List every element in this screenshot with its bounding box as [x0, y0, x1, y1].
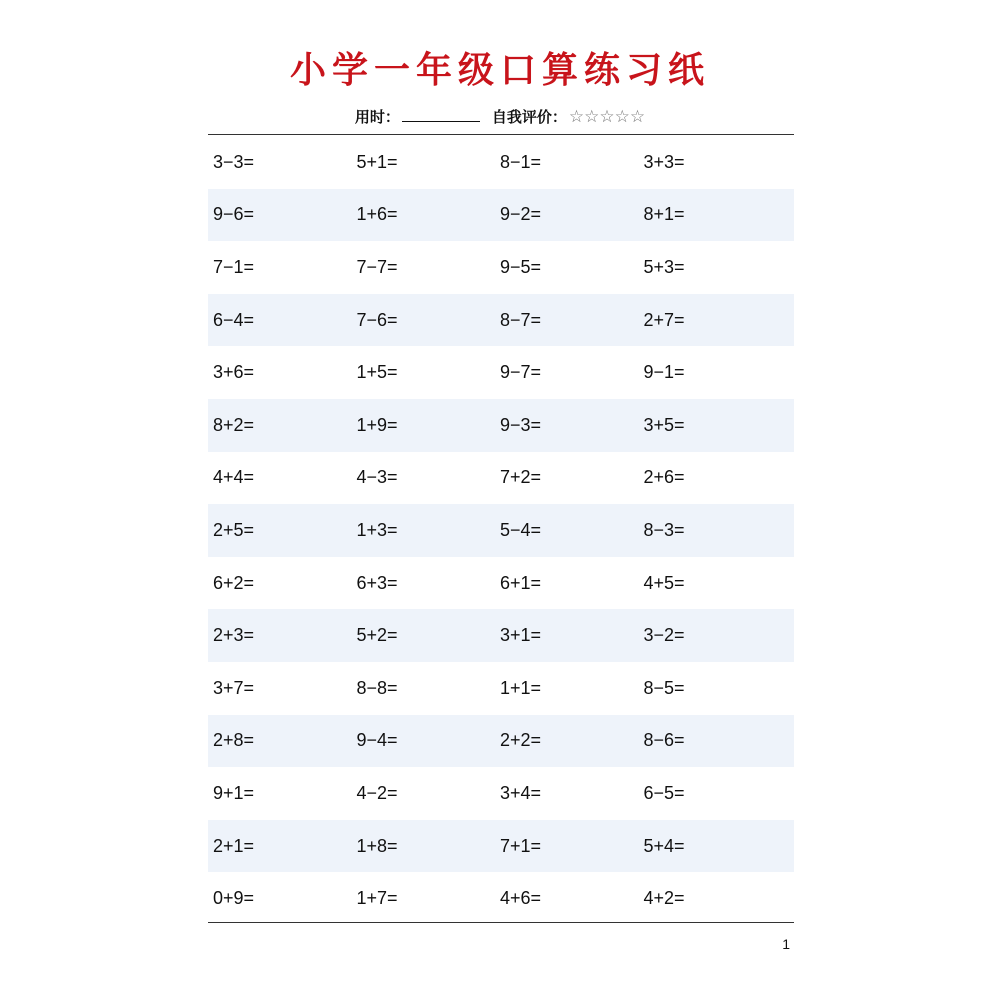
- arithmetic-problem: 8+2=: [213, 414, 255, 435]
- arithmetic-problem: 8−7=: [500, 309, 542, 330]
- star-icon: ☆: [614, 107, 630, 127]
- arithmetic-problem: 2+3=: [213, 625, 255, 646]
- arithmetic-problem: 1+7=: [356, 888, 398, 909]
- problem-row: [208, 399, 794, 452]
- arithmetic-problem: 9−3=: [500, 414, 542, 435]
- arithmetic-problem: 0+9=: [213, 888, 255, 909]
- arithmetic-problem: 7+2=: [500, 467, 542, 488]
- arithmetic-problem: 1+5=: [356, 362, 398, 383]
- star-icon: ☆: [599, 107, 615, 127]
- star-icon: ☆: [568, 107, 585, 127]
- problem-row: [208, 294, 794, 347]
- arithmetic-problem: 4+6=: [500, 888, 542, 909]
- arithmetic-problem: 9+1=: [213, 782, 255, 803]
- problem-row: [208, 452, 794, 505]
- arithmetic-problem: 1+6=: [356, 204, 398, 225]
- problem-row: [208, 767, 794, 820]
- arithmetic-problem: 4+5=: [643, 572, 685, 593]
- arithmetic-problem: 8−1=: [500, 151, 542, 172]
- rating-stars: [569, 109, 645, 126]
- problem-row: [208, 820, 794, 873]
- arithmetic-problem: 9−5=: [500, 256, 542, 277]
- arithmetic-problem: 9−2=: [500, 204, 542, 225]
- bottom-divider: [208, 922, 794, 923]
- arithmetic-problem: 9−4=: [356, 730, 398, 751]
- arithmetic-problem: 9−1=: [643, 362, 685, 383]
- star-icon: ☆: [629, 107, 646, 127]
- problem-row: [208, 136, 794, 189]
- arithmetic-problem: 2+1=: [213, 835, 255, 856]
- arithmetic-problem: 3−2=: [643, 625, 685, 646]
- arithmetic-problem: 1+9=: [356, 414, 398, 435]
- problem-grid: [208, 136, 794, 925]
- header-info: [0, 106, 1000, 127]
- arithmetic-problem: 7+1=: [500, 835, 542, 856]
- arithmetic-problem: 9−7=: [500, 362, 542, 383]
- arithmetic-problem: 5+1=: [356, 151, 398, 172]
- problem-row: [208, 609, 794, 662]
- page-number: 1: [782, 936, 790, 952]
- arithmetic-problem: 9−6=: [213, 204, 255, 225]
- arithmetic-problem: 8+1=: [643, 204, 685, 225]
- arithmetic-problem: 5+4=: [643, 835, 685, 856]
- top-divider: [208, 134, 794, 135]
- arithmetic-problem: 1+3=: [356, 519, 398, 540]
- arithmetic-problem: 2+7=: [643, 309, 685, 330]
- star-icon: ☆: [584, 107, 600, 127]
- arithmetic-problem: 5+3=: [643, 256, 685, 277]
- arithmetic-problem: 6−4=: [213, 309, 255, 330]
- arithmetic-problem: 3−3=: [213, 151, 255, 172]
- worksheet-title: 小学一年级口算练习纸: [289, 49, 710, 91]
- arithmetic-problem: 6+3=: [356, 572, 398, 593]
- arithmetic-problem: 2+5=: [213, 519, 255, 540]
- arithmetic-problem: 4−2=: [356, 782, 398, 803]
- arithmetic-problem: 3+5=: [643, 414, 685, 435]
- time-label: 用时：: [354, 108, 400, 126]
- arithmetic-problem: 5+2=: [356, 625, 398, 646]
- time-blank-line: [402, 107, 480, 122]
- arithmetic-problem: 4+2=: [643, 888, 685, 909]
- arithmetic-problem: 7−6=: [356, 309, 398, 330]
- arithmetic-problem: 8−6=: [643, 730, 685, 751]
- arithmetic-problem: 3+7=: [213, 677, 255, 698]
- arithmetic-problem: 2+6=: [643, 467, 685, 488]
- arithmetic-problem: 6+2=: [213, 572, 255, 593]
- problem-row: [208, 189, 794, 242]
- rating-label: 自我评价：: [491, 108, 567, 126]
- arithmetic-problem: 7−7=: [356, 256, 398, 277]
- problem-row: [208, 241, 794, 294]
- problem-row: [208, 557, 794, 610]
- arithmetic-problem: 2+8=: [213, 730, 255, 751]
- arithmetic-problem: 5−4=: [500, 519, 542, 540]
- arithmetic-problem: 2+2=: [500, 730, 542, 751]
- problem-row: [208, 346, 794, 399]
- arithmetic-problem: 6−5=: [643, 782, 685, 803]
- arithmetic-problem: 7−1=: [213, 256, 255, 277]
- arithmetic-problem: 8−3=: [643, 519, 685, 540]
- arithmetic-problem: 3+6=: [213, 362, 255, 383]
- arithmetic-problem: 4+4=: [213, 467, 255, 488]
- arithmetic-problem: 1+8=: [356, 835, 398, 856]
- arithmetic-problem: 8−5=: [643, 677, 685, 698]
- arithmetic-problem: 3+4=: [500, 782, 542, 803]
- arithmetic-problem: 3+1=: [500, 625, 542, 646]
- arithmetic-problem: 8−8=: [356, 677, 398, 698]
- arithmetic-problem: 4−3=: [356, 467, 398, 488]
- problem-row: [208, 504, 794, 557]
- arithmetic-problem: 6+1=: [500, 572, 542, 593]
- problem-row: [208, 715, 794, 768]
- arithmetic-problem: 1+1=: [500, 677, 542, 698]
- arithmetic-problem: 3+3=: [643, 151, 685, 172]
- problem-row: [208, 872, 794, 925]
- problem-row: [208, 662, 794, 715]
